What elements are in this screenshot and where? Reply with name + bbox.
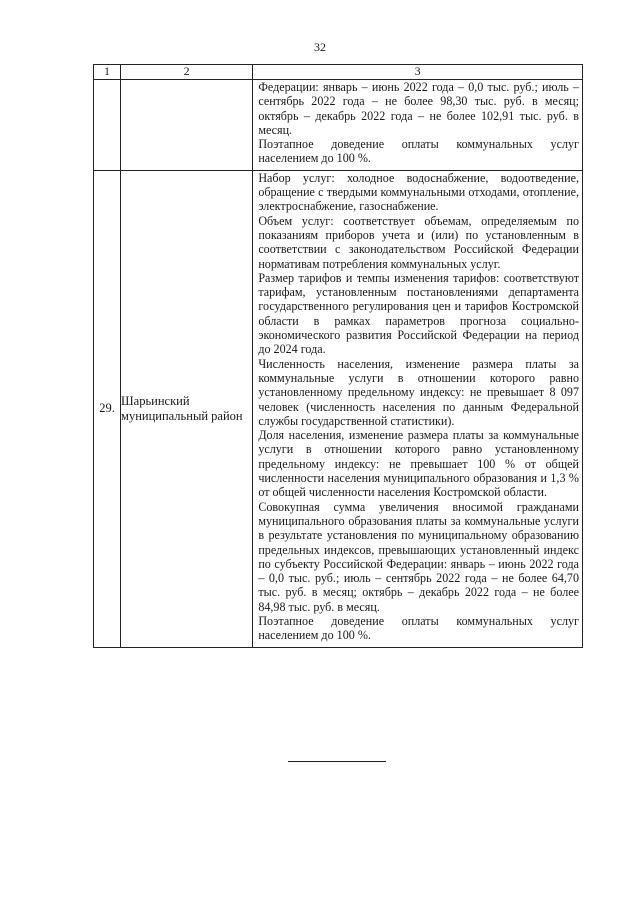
- tariff-table: [93, 64, 583, 648]
- row-number: 29.: [94, 170, 121, 647]
- paragraph: Поэтапное доведение оплаты коммунальных услуг населением до 100 %.: [258, 137, 579, 166]
- table-row-continuation: [94, 80, 583, 171]
- paragraph: Доля населения, изменение размера платы за коммунальные услуги в отношении которого равно установленному предельному индексу: не превышает 100 % от общей численности населения муниципального образования и 1,3 % от общей численности населения Костромской области.: [258, 428, 579, 500]
- footer-divider: [288, 761, 386, 762]
- header-col-3: 3: [253, 65, 583, 80]
- continuation-text-cell: [253, 80, 583, 171]
- paragraph: Набор услуг: холодное водоснабжение, водоотведение, обращение с твердыми коммунальными отходами, отопление, электроснабжение, газоснабжение.: [258, 170, 579, 214]
- paragraph: Федерации: январь – июнь 2022 года – 0,0 тыс. руб.; июль – сентябрь 2022 года – не более 98,30 тыс. руб. в месяц; октябрь – декабрь 2022 года – не более 102,91 тыс. руб. в месяц.: [258, 80, 579, 137]
- continuation-number-cell: [94, 80, 121, 171]
- paragraph: Объем услуг: соответствует объемам, определяемым по показаниям приборов учета и (или) по установленным в соответствии с законодательством Российской Федерации нормативам потребления коммунальных услуг.: [258, 213, 579, 271]
- header-col-1: 1: [94, 65, 121, 80]
- paragraph: Поэтапное доведение оплаты коммунальных услуг населением до 100 %.: [258, 613, 579, 643]
- paragraph: Размер тарифов и темпы изменения тарифов: соответствуют тарифам, установленным постановлениями департамента государственного регулирования цен и тарифов Костромской области в рамках параметров прогноза социально-экономического развития Российской Федерации на период до 2024 года.: [258, 270, 579, 357]
- paragraph: Совокупная сумма увеличения вносимой гражданами муниципального образования платы за коммунальные услуги в результате установления по муниципальному образованию предельных индексов, превышающих установленный индекс по субъекту Российской Федерации: январь – июнь 2022 года – 0,0 тыс. руб.; июль – сентябрь 2022 года – не более 64,70 тыс. руб. в месяц; октябрь – декабрь 2022 года – не более 84,98 тыс. руб. в месяц.: [258, 499, 579, 614]
- page-number: 32: [314, 40, 326, 54]
- paragraph: Численность населения, изменение размера платы за коммунальные услуги в отношении которого равно установленному предельному индексу: не превышает 8 097 человек (численность населения по данным Федеральной службы государственной статистики).: [258, 356, 579, 428]
- header-col-2: 2: [121, 65, 253, 80]
- table-row-29: [94, 170, 583, 647]
- table-header-row: [94, 65, 583, 80]
- continuation-district-cell: [121, 80, 253, 171]
- row-29-text-cell: [253, 170, 583, 647]
- district-name: Шарьинский муниципальный район: [121, 170, 253, 647]
